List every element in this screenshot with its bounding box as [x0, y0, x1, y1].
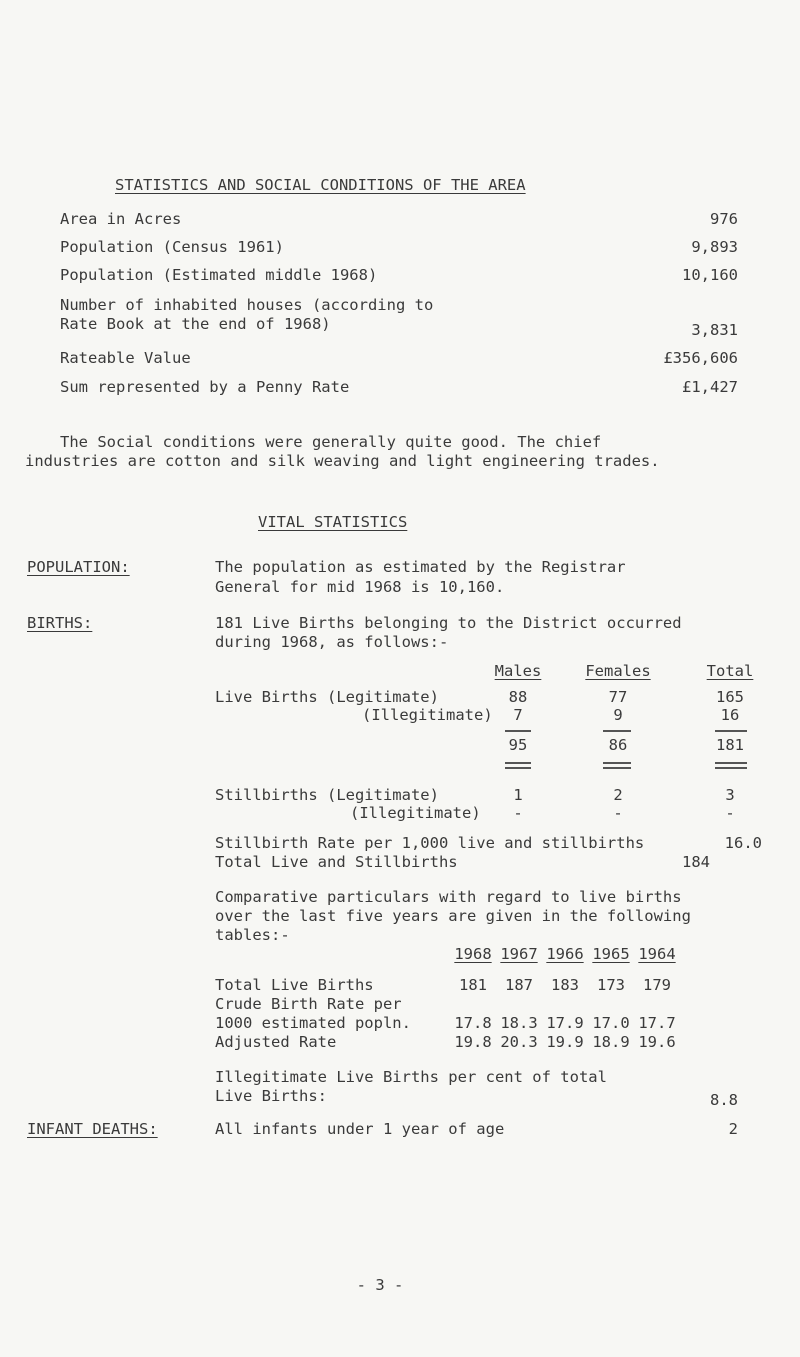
year-header: 1966 [546, 945, 584, 963]
table-cell: - [725, 804, 735, 822]
table-cell: 181 [716, 736, 744, 754]
table-cell: 173 [597, 976, 625, 994]
table-cell: 179 [643, 976, 671, 994]
paragraph-line: tables:- [215, 926, 290, 944]
stillbirth-rate-label: Stillbirth Rate per 1,000 live and stillbirths [215, 834, 645, 852]
paragraph-line: Comparative particulars with regard to live births [215, 888, 682, 906]
row-label: (Illegitimate) [350, 804, 481, 822]
row-label: Total Live Births [215, 976, 374, 994]
stat-value: 9,893 [691, 238, 738, 256]
rule [603, 762, 631, 764]
rule [715, 762, 747, 764]
year-header: 1968 [454, 945, 492, 963]
paragraph-line: The Social conditions were generally quite good. The chief [60, 433, 602, 451]
table-cell: 17.7 [638, 1014, 676, 1032]
section-label: POPULATION: [27, 558, 130, 576]
table-cell: 19.6 [638, 1033, 676, 1051]
year-header: 1965 [592, 945, 630, 963]
year-header: 1964 [638, 945, 676, 963]
section-heading: VITAL STATISTICS [258, 513, 408, 531]
column-header: Females [585, 662, 651, 680]
page-number: - 3 - [356, 1276, 404, 1294]
table-cell: 183 [551, 976, 579, 994]
table-cell: 2 [613, 786, 623, 804]
paragraph-line: industries are cotton and silk weaving and light engineering trades. [25, 452, 660, 470]
rule [603, 767, 631, 769]
stat-label-continued: Rate Book at the end of 1968) [60, 315, 331, 333]
stat-label: Population (Census 1961) [60, 238, 284, 256]
illegitimate-percent-value: 8.8 [710, 1091, 738, 1109]
paragraph-line: Illegitimate Live Births per cent of total [215, 1068, 607, 1086]
table-cell: 165 [716, 688, 744, 706]
rule [603, 730, 631, 732]
table-cell: 18.9 [592, 1033, 630, 1051]
column-header: Males [494, 662, 542, 680]
table-cell: 20.3 [500, 1033, 538, 1051]
row-label: Crude Birth Rate per [215, 995, 402, 1013]
table-cell: 187 [505, 976, 533, 994]
stat-value: 10,160 [682, 266, 738, 284]
page-heading: STATISTICS AND SOCIAL CONDITIONS OF THE AREA [115, 176, 526, 194]
table-cell: 88 [508, 688, 528, 706]
stat-label: Sum represented by a Penny Rate [60, 378, 350, 396]
table-cell: 17.0 [592, 1014, 630, 1032]
table-cell: - [513, 804, 523, 822]
table-cell: - [613, 804, 623, 822]
stat-label: Rateable Value [60, 349, 191, 367]
row-label: Live Births (Legitimate) [215, 688, 439, 706]
year-header: 1967 [500, 945, 538, 963]
rule [505, 730, 531, 732]
table-cell: 3 [725, 786, 735, 804]
paragraph-line: General for mid 1968 is 10,160. [215, 578, 505, 596]
table-cell: 86 [608, 736, 628, 754]
section-label: INFANT DEATHS: [27, 1120, 158, 1138]
section-label: BIRTHS: [27, 614, 93, 632]
row-label: 1000 estimated popln. [215, 1014, 411, 1032]
table-cell: 18.3 [500, 1014, 538, 1032]
table-cell: 95 [508, 736, 528, 754]
paragraph-line: over the last five years are given in the following [215, 907, 691, 925]
rule [505, 762, 531, 764]
rule [715, 730, 747, 732]
infant-deaths-value: 2 [728, 1120, 738, 1138]
paragraph-line: All infants under 1 year of age [215, 1120, 505, 1138]
paragraph-line: The population as estimated by the Registrar [215, 558, 626, 576]
paragraph-line: Live Births: [215, 1087, 327, 1105]
table-cell: 16 [720, 706, 740, 724]
table-cell: 17.8 [454, 1014, 492, 1032]
stillbirth-rate-value: 16.0 [724, 834, 762, 852]
table-cell: 7 [513, 706, 523, 724]
total-live-stillbirths-label: Total Live and Stillbirths [215, 853, 458, 871]
stat-label: Number of inhabited houses (according to [60, 296, 434, 314]
paragraph-line: during 1968, as follows:- [215, 633, 449, 651]
paragraph-line: 181 Live Births belonging to the District occurred [215, 614, 682, 632]
total-live-stillbirths-value: 184 [682, 853, 710, 871]
rule [505, 767, 531, 769]
stat-value: 3,831 [691, 321, 738, 339]
table-cell: 17.9 [546, 1014, 584, 1032]
table-cell: 181 [459, 976, 487, 994]
table-cell: 9 [613, 706, 623, 724]
column-header: Total [706, 662, 754, 680]
table-cell: 19.9 [546, 1033, 584, 1051]
row-label: Stillbirths (Legitimate) [215, 786, 439, 804]
table-cell: 19.8 [454, 1033, 492, 1051]
table-cell: 77 [608, 688, 628, 706]
stat-label: Population (Estimated middle 1968) [60, 266, 378, 284]
row-label: (Illegitimate) [362, 706, 493, 724]
table-cell: 1 [513, 786, 523, 804]
row-label: Adjusted Rate [215, 1033, 337, 1051]
stat-value: £356,606 [663, 349, 738, 367]
stat-value: 976 [710, 210, 738, 228]
stat-value: £1,427 [682, 378, 738, 396]
rule [715, 767, 747, 769]
stat-label: Area in Acres [60, 210, 182, 228]
